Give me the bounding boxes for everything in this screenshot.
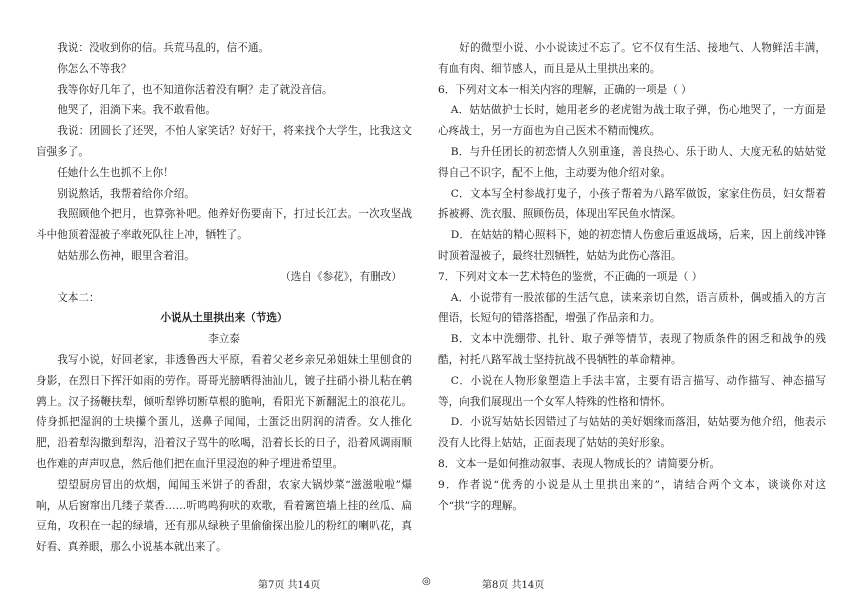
dialogue-line: 别说熬话，我帮着给你介绍。 [57,187,195,200]
left-page-number: 第7页 共14页 [258,580,321,591]
dialogue-line: 你怎么不等我？ [57,62,132,75]
question-7-option-a: A．小说带有一股浓郁的生活气息，读来亲切自然，语言质朴，偶或插入的方言俚语，长短句的错落搭配，增强了作品亲和力。 [438,291,826,325]
article-paragraph: 望望厨房冒出的炊烟，闻闻玉米饼子的香甜，农家大锅炒菜“滋滋啦啦”爆响，从后窗窜出几缕子菜香……听鸣鸣狗吠的欢歌，看着篱笆墙上挂的丝瓜、扁豆角，攻积在一起的绿墙，还有那从绿秧子里偷偷探出脸儿的粉红的喇叭花，真好看、真养眼，那么小说基本就出来了。 [36,478,412,554]
narrative-paragraph: 我照顾他个把月，也算弥补吧。他养好伤要南下，打过长江去。一次攻坚战斗中他顶着湿被子率敢死队往上冲，牺牲了。 [36,208,412,242]
question-7-option-b: B．文本中洗绷带、扎针、取子弹等情节，表现了物质条件的困乏和战争的残酷，衬托八路军战士坚持抗战不畏牺牲的革命精神。 [438,333,826,366]
center-mark: ◎ [422,576,431,587]
question-8: 8．文本一是如何推动叙事、表现人物成长的？请简要分析。 [438,457,721,470]
dialogue-line: 他哭了，泪淌下来。我不敢看他。 [57,104,217,117]
question-6-stem: 6．下列对文本一相关内容的理解，正确的一项是（ ） [438,83,692,96]
question-6-option-c: C．文本写全村参战打鬼子，小孩子帮着为八路军做饭，家家住伤员，妇女帮着拆被褥、洗衣服、照顾伤员，体现出军民鱼水情深。 [438,187,826,221]
article-paragraph: 我写小说，好回老家，非透鲁西大平原，看着父老乡亲兄弟姐妹土里刨食的身影，在烈日下挥汗如雨的劳作。哥哥光膀晒得油汕儿，镀子拄硝小褂儿粘在鹌鹑上。汉子扬鞭扶犁，倾听犁铧切断草根的脆响，看阳光下新翻泥土的浪花儿。侍身抓把湿润的土块攥个蛋儿，送鼻子闻闻，土蛋泛出阴润的清香。女人推化肥，沿着犁沟撒到犁沟，沿着汉子骂牛的吆喝，沿着长长的日子，沿着风调雨顺也作难的声声叹息，然后他们把在血汗里浸泡的种子埋进希望里。 [36,353,412,470]
intro-paragraph: 好的微型小说、小小说读过不忘了。它不仅有生活、接地气、人物鲜活丰满，有血有肉、细节感人，而且是从土里拱出来的。 [438,42,826,75]
text2-label: 文本二： [57,291,100,304]
question-6-option-a: A．姑姑做护士长时，她用老乡的老虎钳为战士取子弹，伤心地哭了，一方面是心疼战士，另一方面也为自己医术不精而愧疚。 [438,104,826,138]
article-author: 李立泰 [208,333,240,346]
dialogue-line: 我说：没收到你的信。兵荒马乱的，信不通。 [57,42,270,54]
narrative-paragraph: 姑姑那么伤神，眼里含着泪。 [57,249,195,262]
dialogue-line: 我说：团圆长了还哭，不怕人家笑话？好好干，将来找个大学生，比我这文盲强多了。 [36,125,412,158]
right-column [438,38,826,516]
source-note: （选自《参花》，有删改） [280,270,402,283]
article-title: 小说从土里拱出来（节选） [160,312,288,325]
dialogue-line: 任她什么生也抓不上你！ [57,166,174,179]
question-7-option-d: D．小说写姑姑长因错过了与姑姑的美好姻缘而落泪，姑姑要为他介绍，他表示没有人比得上姑姑，正面表现了姑姑的美好形象。 [438,416,826,450]
question-7-stem: 7．下列对文本一艺术特色的鉴赏，不正确的一项是（ ） [438,270,703,283]
question-7-option-c: C．小说在人物形象塑造上手法丰富，主要有语言描写、动作描写、神态描写等，向我们展现出一个女军人特殊的性格和情怀。 [438,374,826,408]
dialogue-line: 我等你好几年了，也不知道你活着没有啊？走了就没音信。 [57,83,333,96]
right-page-number: 第8页 共14页 [482,580,545,591]
question-9: 9．作者说“优秀的小说是从土里拱出来的”，请结合两个文本，谈谈你对这个“拱”字的理解。 [438,478,826,512]
question-6-option-b: B．与升任团长的初恋情人久别重逢，善良热心、乐于助人、大度无私的姑姑觉得自己不识字，配不上他，主动要为他介绍对象。 [438,145,826,179]
left-column [36,38,412,558]
question-6-option-d: D．在姑姑的精心照料下，她的初恋情人伤愈后重返战场，后来，因上前线冲锋时顶着湿被子，最终壮烈牺牲，姑姑为此伤心落泪。 [438,229,826,262]
